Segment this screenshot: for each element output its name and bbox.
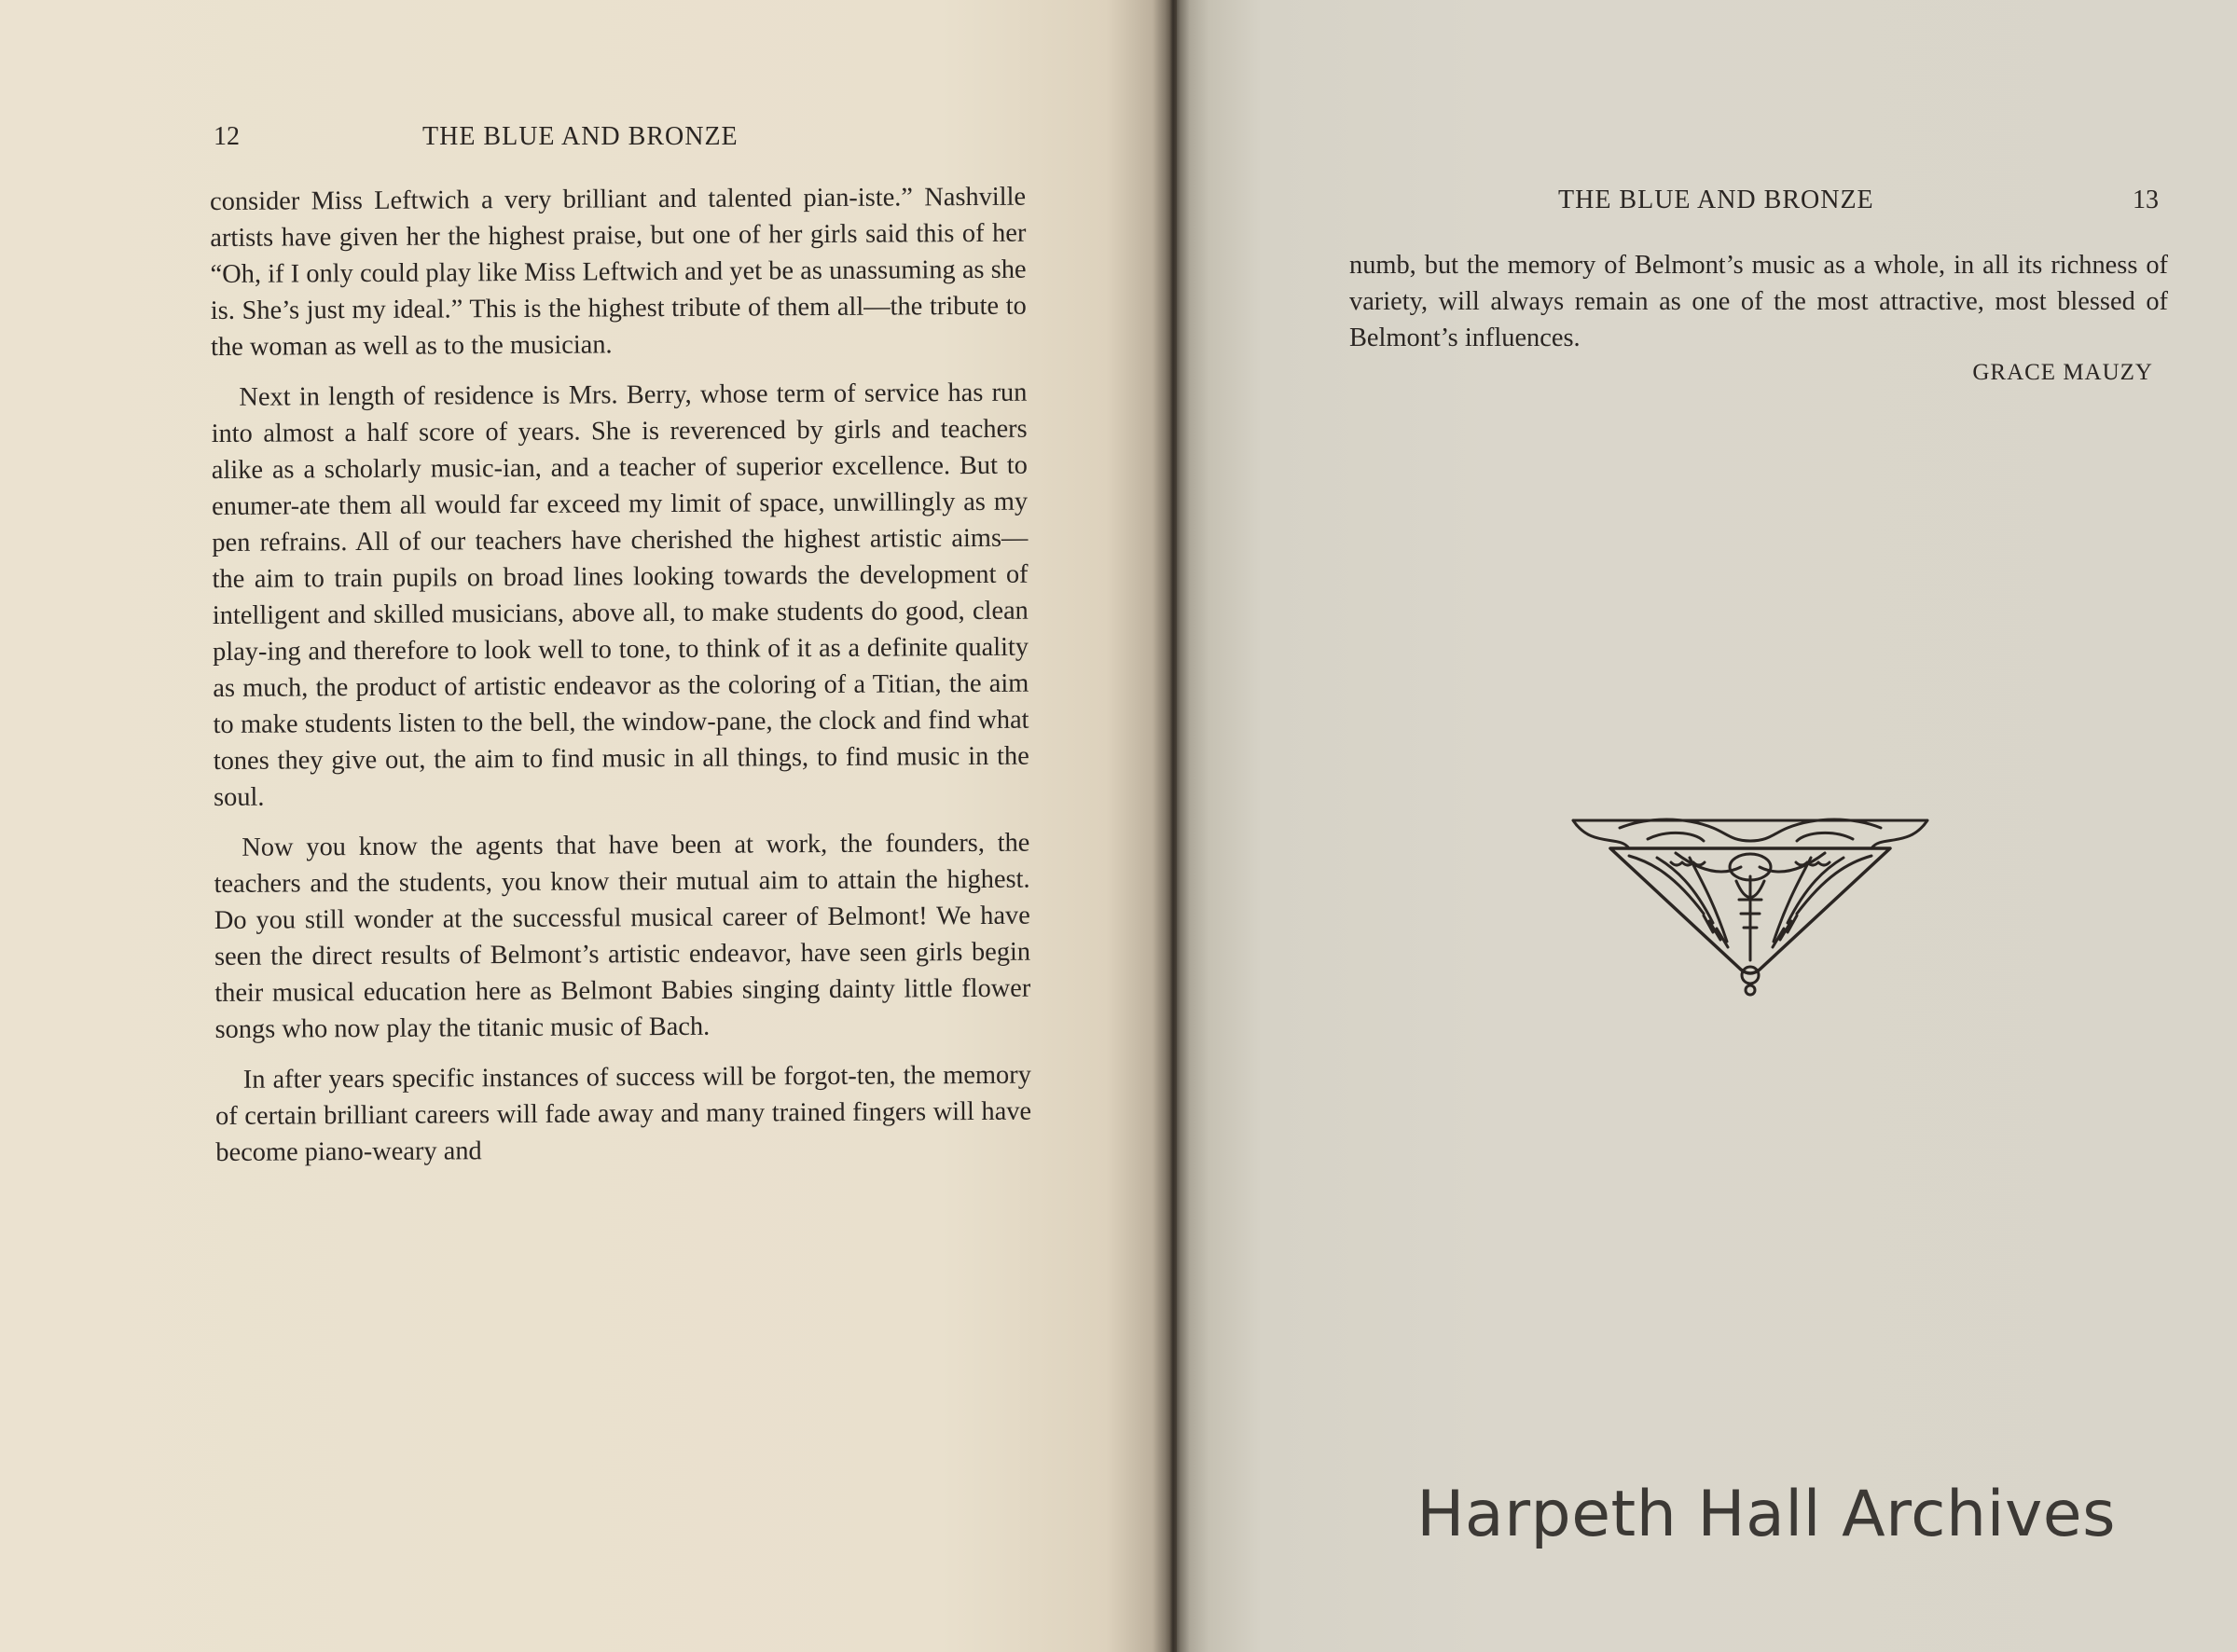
paragraph: Next in length of residence is Mrs. Berry, whose term of service has run into almost a half score of years. She is reverenced by girls and teachers alike as a scholarly music-ian, and a teacher of superior excellence. But to enumer-ate them all would far exceed my limit of space, unwillingly as my pen refrains. All of our teachers have cherished the highest artistic aims—the aim to train pupils on broad lines looking towards the development of intelligent and skilled musicians, above all, to make students do good, clean play-ing and therefore to look well to tone, to think of it as a definite quality as much, the product of artistic endeavor as the coloring of a Titian, the aim to make students listen to the bell, the window-pane, the clock and find what tones they give out, the aim to find music in all things, to find music in the soul. xyxy=(211,378,1029,812)
right-page xyxy=(1177,0,2237,1652)
book-gutter xyxy=(1153,0,1190,1652)
right-page-number: 13 xyxy=(2133,186,2159,214)
author-signature: GRACE MAUZY xyxy=(1972,360,2153,385)
left-page-body xyxy=(210,179,1032,1185)
paragraph: consider Miss Leftwich a very brilliant and talented pian-iste.” Nashville artists have given her the highest praise, but one of her girls said this of her “Oh, if I only could play like Miss Leftwich and yet be as unassuming as she is. She’s just my ideal.” This is the highest tribute of them all—the tribute to the woman as well as to the musician. xyxy=(210,182,1027,362)
paragraph: In after years specific instances of success will be forgot-ten, the memory of certain brilliant careers will fade away and many trained fingers will have become piano-weary and xyxy=(215,1060,1032,1167)
paragraph: numb, but the memory of Belmont’s music as a whole, in all its richness of variety, will always remain as one of the most attractive, most blessed of Belmont’s influences. xyxy=(1349,251,2168,352)
left-running-head: THE BLUE AND BRONZE xyxy=(422,122,739,151)
ornamental-vignette-icon xyxy=(1564,811,1937,998)
paragraph: Now you know the agents that have been at work, the founders, the teachers and the students, you know their mutual aim to attain the highest. Do you still wonder at the successful musical career of Belmont! We have seen the direct results of Belmont’s artistic endeavor, have seen girls begin their musical education here as Belmont Babies singing dainty little flower songs who now play the titanic music of Bach. xyxy=(214,828,1031,1044)
right-running-head: THE BLUE AND BRONZE xyxy=(1558,186,1874,214)
archive-watermark: Harpeth Hall Archives xyxy=(1416,1478,2116,1551)
right-page-body xyxy=(1349,247,2168,391)
left-page-number: 12 xyxy=(214,122,240,151)
